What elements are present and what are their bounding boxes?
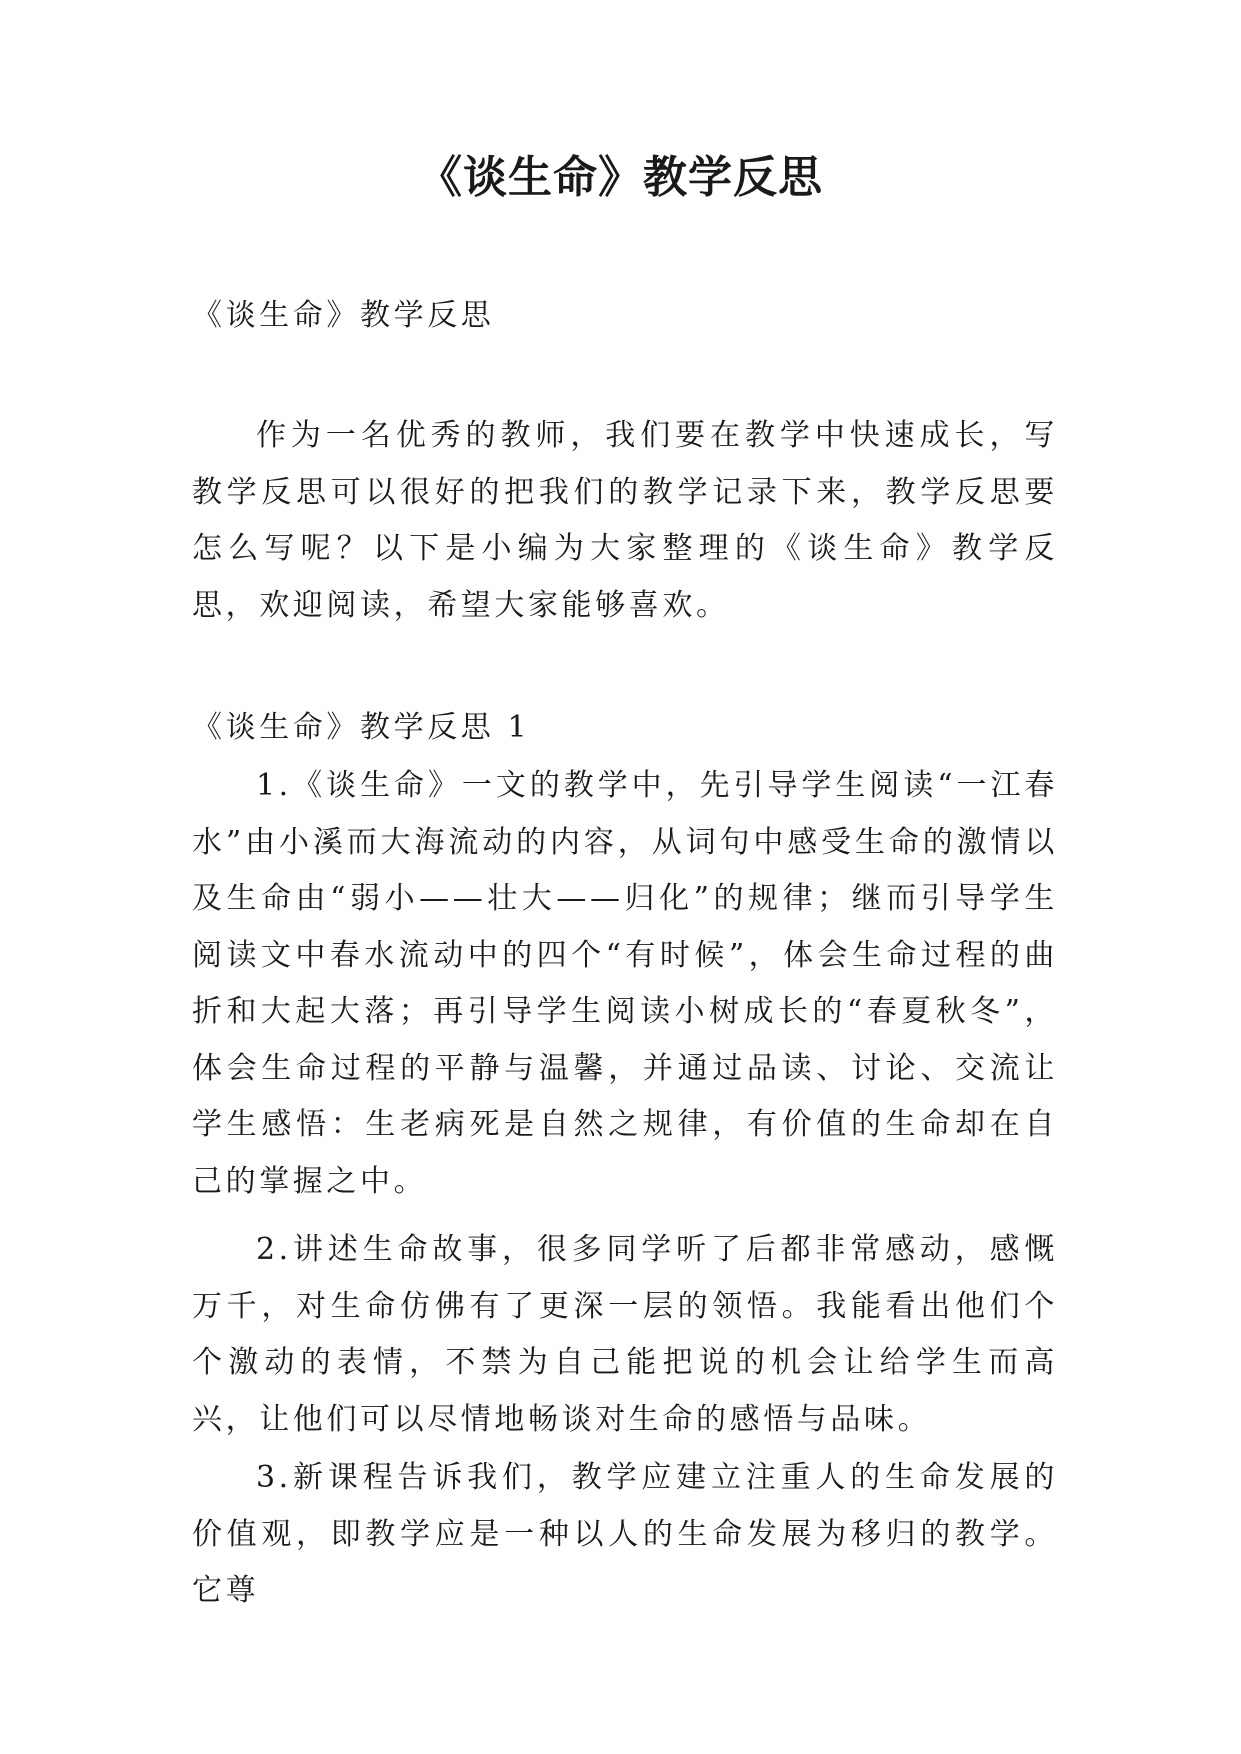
body-paragraph-3: 3.新课程告诉我们，教学应建立注重人的生命发展的价值观，即教学应是一种以人的生命发展为移归的教学。它尊 [192,1460,1058,1608]
intro-paragraph: 作为一名优秀的教师，我们要在教学中快速成长，写教学反思可以很好的把我们的教学记录下来，教学反思要怎么写呢？以下是小编为大家整理的《谈生命》教学反思，欢迎阅读，希望大家能够喜欢。 [192,418,1058,623]
document-subtitle: 《谈生命》教学反思 [192,298,495,333]
body-paragraph-2: 2.讲述生命故事，很多同学听了后都非常感动，感慨万千，对生命仿佛有了更深一层的领悟。我能看出他们个个激动的表情，不禁为自己能把说的机会让给学生而高兴，让他们可以尽情地畅谈对生命的感悟与品味。 [192,1232,1058,1437]
document-title: 《谈生命》教学反思 [418,152,823,203]
section-heading: 《谈生命》教学反思 1 [192,710,531,745]
body-paragraph-1: 1.《谈生命》一文的教学中，先引导学生阅读“一江春水”由小溪而大海流动的内容，从词句中感受生命的激情以及生命由“弱小——壮大——归化”的规律；继而引导学生阅读文中春水流动中的四个“有时候”，体会生命过程的曲折和大起大落；再引导学生阅读小树成长的“春夏秋冬”，体会生命过程的平静与温馨，并通过品读、讨论、交流让学生感悟：生老病死是自然之规律，有价值的生命却在自己的掌握之中。 [192,768,1058,1199]
